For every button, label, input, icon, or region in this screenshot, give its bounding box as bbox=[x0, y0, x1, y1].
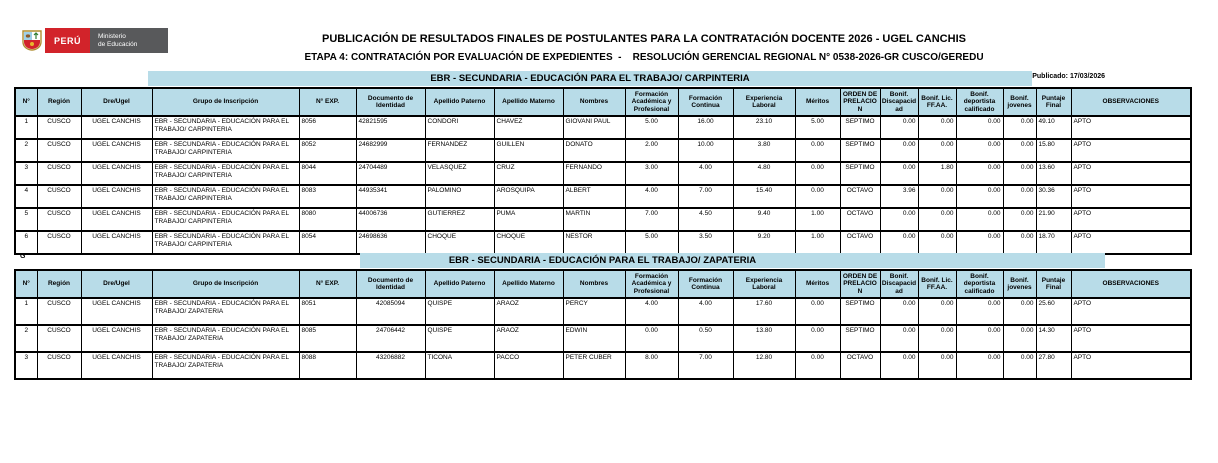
peru-coat-of-arms-icon bbox=[18, 28, 45, 53]
cell: 0.00 bbox=[956, 231, 1003, 254]
cell: 0.00 bbox=[918, 208, 956, 231]
column-header: ORDEN DE PRELACION bbox=[840, 270, 880, 298]
cell: 42085094 bbox=[356, 298, 425, 325]
cell: 0.00 bbox=[918, 116, 956, 139]
cell: 0.00 bbox=[956, 139, 1003, 162]
column-header: Bonif. jovenes bbox=[1003, 270, 1036, 298]
cell: 0.00 bbox=[918, 231, 956, 254]
cell: 44935341 bbox=[356, 185, 425, 208]
column-header: Experiencia Laboral bbox=[733, 270, 795, 298]
cell: 0.00 bbox=[918, 185, 956, 208]
column-header: Documento de Identidad bbox=[356, 270, 425, 298]
column-header: Dre/Ugel bbox=[81, 270, 152, 298]
table-row bbox=[15, 162, 1191, 185]
cell: QUISPE bbox=[425, 298, 494, 325]
cell: 15.80 bbox=[1036, 139, 1071, 162]
column-header: Formación Continua bbox=[678, 88, 733, 116]
column-header: Puntaje Final bbox=[1036, 88, 1071, 116]
cell: 1.00 bbox=[795, 231, 840, 254]
column-header: Experiencia Laboral bbox=[733, 88, 795, 116]
cell: 0.00 bbox=[880, 298, 918, 325]
cell: 8088 bbox=[299, 352, 356, 379]
cell: EBR - SECUNDARIA - EDUCACIÓN PARA EL TRABAJO/ CARPINTERIA bbox=[152, 116, 299, 139]
cell: 44006736 bbox=[356, 208, 425, 231]
cell: 5 bbox=[15, 208, 37, 231]
cell: 0.00 bbox=[880, 231, 918, 254]
cell: APTO bbox=[1071, 116, 1191, 139]
table-row bbox=[15, 185, 1191, 208]
cell: 5.00 bbox=[625, 231, 678, 254]
cell: 42821595 bbox=[356, 116, 425, 139]
table-row bbox=[15, 325, 1191, 352]
cell: 4.00 bbox=[625, 298, 678, 325]
cell: 8083 bbox=[299, 185, 356, 208]
column-header: Méritos bbox=[795, 270, 840, 298]
cell: CUSCO bbox=[37, 325, 81, 352]
cell: CUSCO bbox=[37, 208, 81, 231]
cell: GIOVANI PAUL bbox=[563, 116, 625, 139]
cell: CUSCO bbox=[37, 185, 81, 208]
cell: EBR - SECUNDARIA - EDUCACIÓN PARA EL TRABAJO/ CARPINTERIA bbox=[152, 208, 299, 231]
column-header: OBSERVACIONES bbox=[1071, 88, 1191, 116]
section-band-carpinteria: EBR - SECUNDARIA - EDUCACIÓN PARA EL TRABAJO/ CARPINTERIA bbox=[148, 71, 1032, 86]
cell: 0.00 bbox=[918, 352, 956, 379]
cell: 5.00 bbox=[795, 116, 840, 139]
column-header: Nombres bbox=[563, 270, 625, 298]
cell: 10.00 bbox=[678, 139, 733, 162]
table-row bbox=[15, 298, 1191, 325]
cell: UGEL CANCHIS bbox=[81, 352, 152, 379]
cell: 0.00 bbox=[880, 208, 918, 231]
cell: 0.00 bbox=[956, 162, 1003, 185]
cell: 0.00 bbox=[880, 325, 918, 352]
column-header: Bonif. Lic. FF.AA. bbox=[918, 270, 956, 298]
cell: UGEL CANCHIS bbox=[81, 185, 152, 208]
cell: 0.00 bbox=[880, 139, 918, 162]
cell: 4.00 bbox=[625, 185, 678, 208]
cell: ARAOZ bbox=[494, 298, 563, 325]
column-header: Documento de Identidad bbox=[356, 88, 425, 116]
cell: 6 bbox=[15, 231, 37, 254]
column-header: Apellido Paterno bbox=[425, 88, 494, 116]
cell: EBR - SECUNDARIA - EDUCACIÓN PARA EL TRABAJO/ ZAPATERIA bbox=[152, 298, 299, 325]
column-header: Apellido Materno bbox=[494, 270, 563, 298]
column-header: Dre/Ugel bbox=[81, 88, 152, 116]
cell: GUILLEN bbox=[494, 139, 563, 162]
cell: 7.00 bbox=[678, 352, 733, 379]
cell: 7.00 bbox=[678, 185, 733, 208]
cell: 0.00 bbox=[1003, 162, 1036, 185]
cell: SEPTIMO bbox=[840, 139, 880, 162]
cell: 4 bbox=[15, 185, 37, 208]
cell: 25.60 bbox=[1036, 298, 1071, 325]
cell: 1.80 bbox=[918, 162, 956, 185]
cell: 0.00 bbox=[918, 298, 956, 325]
logo-country-label: PERÚ bbox=[45, 28, 90, 53]
column-header: Bonif. deportista calificado bbox=[956, 270, 1003, 298]
cell: 0.00 bbox=[1003, 298, 1036, 325]
cell: 0.00 bbox=[795, 298, 840, 325]
cell: CHAVEZ bbox=[494, 116, 563, 139]
cell: 0.00 bbox=[795, 352, 840, 379]
cell: 30.36 bbox=[1036, 185, 1071, 208]
cell: EBR - SECUNDARIA - EDUCACIÓN PARA EL TRABAJO/ CARPINTERIA bbox=[152, 162, 299, 185]
cell: 0.00 bbox=[795, 185, 840, 208]
column-header: Bonif. Discapacidad bbox=[880, 88, 918, 116]
cell: OCTAVO bbox=[840, 208, 880, 231]
cell: 16.00 bbox=[678, 116, 733, 139]
results-table-carpinteria bbox=[14, 87, 1192, 255]
cell: SEPTIMO bbox=[840, 325, 880, 352]
cell: FERNANDO bbox=[563, 162, 625, 185]
cell: 0.00 bbox=[1003, 116, 1036, 139]
cell: CHOQUE bbox=[494, 231, 563, 254]
cell: PACCO bbox=[494, 352, 563, 379]
cell: OCTAVO bbox=[840, 352, 880, 379]
cell: 8054 bbox=[299, 231, 356, 254]
cell: 1 bbox=[15, 116, 37, 139]
cell: NESTOR bbox=[563, 231, 625, 254]
cell: 24698636 bbox=[356, 231, 425, 254]
cell: TICONA bbox=[425, 352, 494, 379]
cell: 8.00 bbox=[625, 352, 678, 379]
cell: 0.00 bbox=[1003, 325, 1036, 352]
cell: CUSCO bbox=[37, 162, 81, 185]
cell: 27.80 bbox=[1036, 352, 1071, 379]
page-subtitle: ETAPA 4: CONTRATACIÓN POR EVALUACIÓN DE EXPEDIENTES - RESOLUCIÓN GERENCIAL REGIONAL N° 0538-2026-GR CUSCO/GEREDU bbox=[304, 52, 984, 63]
cell: UGEL CANCHIS bbox=[81, 139, 152, 162]
cell: 21.90 bbox=[1036, 208, 1071, 231]
cell: 0.00 bbox=[795, 325, 840, 352]
table-row bbox=[15, 352, 1191, 379]
cell: 14.30 bbox=[1036, 325, 1071, 352]
cell: OCTAVO bbox=[840, 231, 880, 254]
table-row bbox=[15, 231, 1191, 254]
cell: 1 bbox=[15, 298, 37, 325]
column-header: Región bbox=[37, 88, 81, 116]
cell: CUSCO bbox=[37, 231, 81, 254]
column-header: N° EXP. bbox=[299, 88, 356, 116]
cell: 0.00 bbox=[1003, 185, 1036, 208]
table-row bbox=[15, 139, 1191, 162]
cell: 24682999 bbox=[356, 139, 425, 162]
cell: CONDORI bbox=[425, 116, 494, 139]
cell: 3.96 bbox=[880, 185, 918, 208]
published-date: Publicado: 17/03/2026 bbox=[1032, 73, 1105, 80]
cell: PERCY bbox=[563, 298, 625, 325]
cell: EBR - SECUNDARIA - EDUCACIÓN PARA EL TRABAJO/ ZAPATERIA bbox=[152, 352, 299, 379]
cell: 0.00 bbox=[956, 298, 1003, 325]
cell: 0.00 bbox=[956, 185, 1003, 208]
cell: VELASQUEZ bbox=[425, 162, 494, 185]
cell: 3.00 bbox=[625, 162, 678, 185]
cell: APTO bbox=[1071, 298, 1191, 325]
column-header: Puntaje Final bbox=[1036, 270, 1071, 298]
cell: 24706442 bbox=[356, 325, 425, 352]
cell: EBR - SECUNDARIA - EDUCACIÓN PARA EL TRABAJO/ CARPINTERIA bbox=[152, 139, 299, 162]
cell: CUSCO bbox=[37, 116, 81, 139]
cell: 1.00 bbox=[795, 208, 840, 231]
cell: 4.00 bbox=[678, 162, 733, 185]
cell: 0.00 bbox=[1003, 208, 1036, 231]
cell: QUISPE bbox=[425, 325, 494, 352]
logo-ministry-line1: Ministerio bbox=[98, 32, 126, 40]
cell: CUSCO bbox=[37, 139, 81, 162]
cell: 12.80 bbox=[733, 352, 795, 379]
cell: PALOMINO bbox=[425, 185, 494, 208]
cell: FERNANDEZ bbox=[425, 139, 494, 162]
cell: EBR - SECUNDARIA - EDUCACIÓN PARA EL TRABAJO/ CARPINTERIA bbox=[152, 231, 299, 254]
cell: 4.50 bbox=[678, 208, 733, 231]
cell: UGEL CANCHIS bbox=[81, 231, 152, 254]
cell: APTO bbox=[1071, 162, 1191, 185]
cell: 13.80 bbox=[733, 325, 795, 352]
cell: 8056 bbox=[299, 116, 356, 139]
column-header: Bonif. deportista calificado bbox=[956, 88, 1003, 116]
cell: 49.10 bbox=[1036, 116, 1071, 139]
cell: 3.50 bbox=[678, 231, 733, 254]
cell: 8085 bbox=[299, 325, 356, 352]
cell: APTO bbox=[1071, 352, 1191, 379]
cell: MARTIN bbox=[563, 208, 625, 231]
cell: 0.00 bbox=[880, 352, 918, 379]
cell: 0.00 bbox=[625, 325, 678, 352]
column-header: Bonif. Discapacidad bbox=[880, 270, 918, 298]
cell: 0.00 bbox=[795, 162, 840, 185]
cell: EBR - SECUNDARIA - EDUCACIÓN PARA EL TRABAJO/ CARPINTERIA bbox=[152, 185, 299, 208]
cell: 13.60 bbox=[1036, 162, 1071, 185]
table-row bbox=[15, 116, 1191, 139]
cell: ARAOZ bbox=[494, 325, 563, 352]
cell: 0.00 bbox=[956, 116, 1003, 139]
cell: SEPTIMO bbox=[840, 116, 880, 139]
column-header: Formación Académica y Profesional bbox=[625, 88, 678, 116]
cell: 8044 bbox=[299, 162, 356, 185]
cell: 7.00 bbox=[625, 208, 678, 231]
column-header: N° EXP. bbox=[299, 270, 356, 298]
cell: 5.00 bbox=[625, 116, 678, 139]
cell: UGEL CANCHIS bbox=[81, 162, 152, 185]
cell: 0.00 bbox=[1003, 139, 1036, 162]
cell: 8051 bbox=[299, 298, 356, 325]
cell: 23.10 bbox=[733, 116, 795, 139]
cell: EBR - SECUNDARIA - EDUCACIÓN PARA EL TRABAJO/ ZAPATERIA bbox=[152, 325, 299, 352]
cell: 15.40 bbox=[733, 185, 795, 208]
cell: APTO bbox=[1071, 325, 1191, 352]
cell: 3 bbox=[15, 352, 37, 379]
cell: CUSCO bbox=[37, 298, 81, 325]
column-header: N° bbox=[15, 270, 37, 298]
cell: AROSQUIPA bbox=[494, 185, 563, 208]
page-title: PUBLICACIÓN DE RESULTADOS FINALES DE POSTULANTES PARA LA CONTRATACIÓN DOCENTE 2026 - UGEL CANCHIS bbox=[322, 33, 966, 45]
cell: CHOQUE bbox=[425, 231, 494, 254]
cell: UGEL CANCHIS bbox=[81, 116, 152, 139]
cell: 0.00 bbox=[956, 325, 1003, 352]
cell: APTO bbox=[1071, 231, 1191, 254]
cell: EDWIN bbox=[563, 325, 625, 352]
cell: CRUZ bbox=[494, 162, 563, 185]
cell: 0.00 bbox=[1003, 352, 1036, 379]
cell: OCTAVO bbox=[840, 185, 880, 208]
column-header: Grupo de Inscripción bbox=[152, 270, 299, 298]
column-header: ORDEN DE PRELACION bbox=[840, 88, 880, 116]
column-header: Nombres bbox=[563, 88, 625, 116]
column-header: Región bbox=[37, 270, 81, 298]
cell: SEPTIMO bbox=[840, 162, 880, 185]
cell: 4.80 bbox=[733, 162, 795, 185]
column-header: Méritos bbox=[795, 88, 840, 116]
cell: 0.00 bbox=[918, 139, 956, 162]
cell: 0.00 bbox=[956, 208, 1003, 231]
cell: 18.70 bbox=[1036, 231, 1071, 254]
cell: ALBERT bbox=[563, 185, 625, 208]
cell: PETER CUBER bbox=[563, 352, 625, 379]
column-header: Formación Continua bbox=[678, 270, 733, 298]
column-header: Formación Académica y Profesional bbox=[625, 270, 678, 298]
cell: 8080 bbox=[299, 208, 356, 231]
cell: 24704489 bbox=[356, 162, 425, 185]
cell: DONATO bbox=[563, 139, 625, 162]
cell: 0.00 bbox=[1003, 231, 1036, 254]
cell: APTO bbox=[1071, 208, 1191, 231]
column-header: Grupo de Inscripción bbox=[152, 88, 299, 116]
cell: 0.00 bbox=[795, 139, 840, 162]
cell: 3.80 bbox=[733, 139, 795, 162]
cell: 9.40 bbox=[733, 208, 795, 231]
cell: 8052 bbox=[299, 139, 356, 162]
cell: 0.00 bbox=[956, 352, 1003, 379]
cell: 9.20 bbox=[733, 231, 795, 254]
table-row bbox=[15, 208, 1191, 231]
logo-ministry-label bbox=[90, 28, 168, 53]
cell: SEPTIMO bbox=[840, 298, 880, 325]
cell: UGEL CANCHIS bbox=[81, 298, 152, 325]
cell: 3 bbox=[15, 162, 37, 185]
cell: APTO bbox=[1071, 139, 1191, 162]
cell: 0.50 bbox=[678, 325, 733, 352]
cell: UGEL CANCHIS bbox=[81, 208, 152, 231]
cell: GUTIERREZ bbox=[425, 208, 494, 231]
column-header: Apellido Materno bbox=[494, 88, 563, 116]
column-header: Bonif. Lic. FF.AA. bbox=[918, 88, 956, 116]
cell: PUMA bbox=[494, 208, 563, 231]
header-titles bbox=[170, 33, 1118, 63]
stray-footnote: G bbox=[20, 253, 26, 260]
cell: APTO bbox=[1071, 185, 1191, 208]
column-header: Apellido Paterno bbox=[425, 270, 494, 298]
cell: 43206882 bbox=[356, 352, 425, 379]
cell: 2 bbox=[15, 325, 37, 352]
results-table-zapateria bbox=[14, 269, 1192, 380]
column-header: Bonif. jovenes bbox=[1003, 88, 1036, 116]
column-header: OBSERVACIONES bbox=[1071, 270, 1191, 298]
cell: UGEL CANCHIS bbox=[81, 325, 152, 352]
cell: 0.00 bbox=[918, 325, 956, 352]
header-row bbox=[15, 270, 1191, 298]
column-header: N° bbox=[15, 88, 37, 116]
header-row bbox=[15, 88, 1191, 116]
cell: 0.00 bbox=[880, 116, 918, 139]
cell: CUSCO bbox=[37, 352, 81, 379]
cell: 2 bbox=[15, 139, 37, 162]
cell: 17.60 bbox=[733, 298, 795, 325]
section-band-zapateria: EBR - SECUNDARIA - EDUCACIÓN PARA EL TRABAJO/ ZAPATERIA bbox=[360, 253, 1105, 268]
cell: 0.00 bbox=[880, 162, 918, 185]
cell: 2.00 bbox=[625, 139, 678, 162]
cell: 4.00 bbox=[678, 298, 733, 325]
logo-ministry-line2: de Educación bbox=[98, 40, 138, 48]
minedu-logo bbox=[18, 28, 168, 53]
